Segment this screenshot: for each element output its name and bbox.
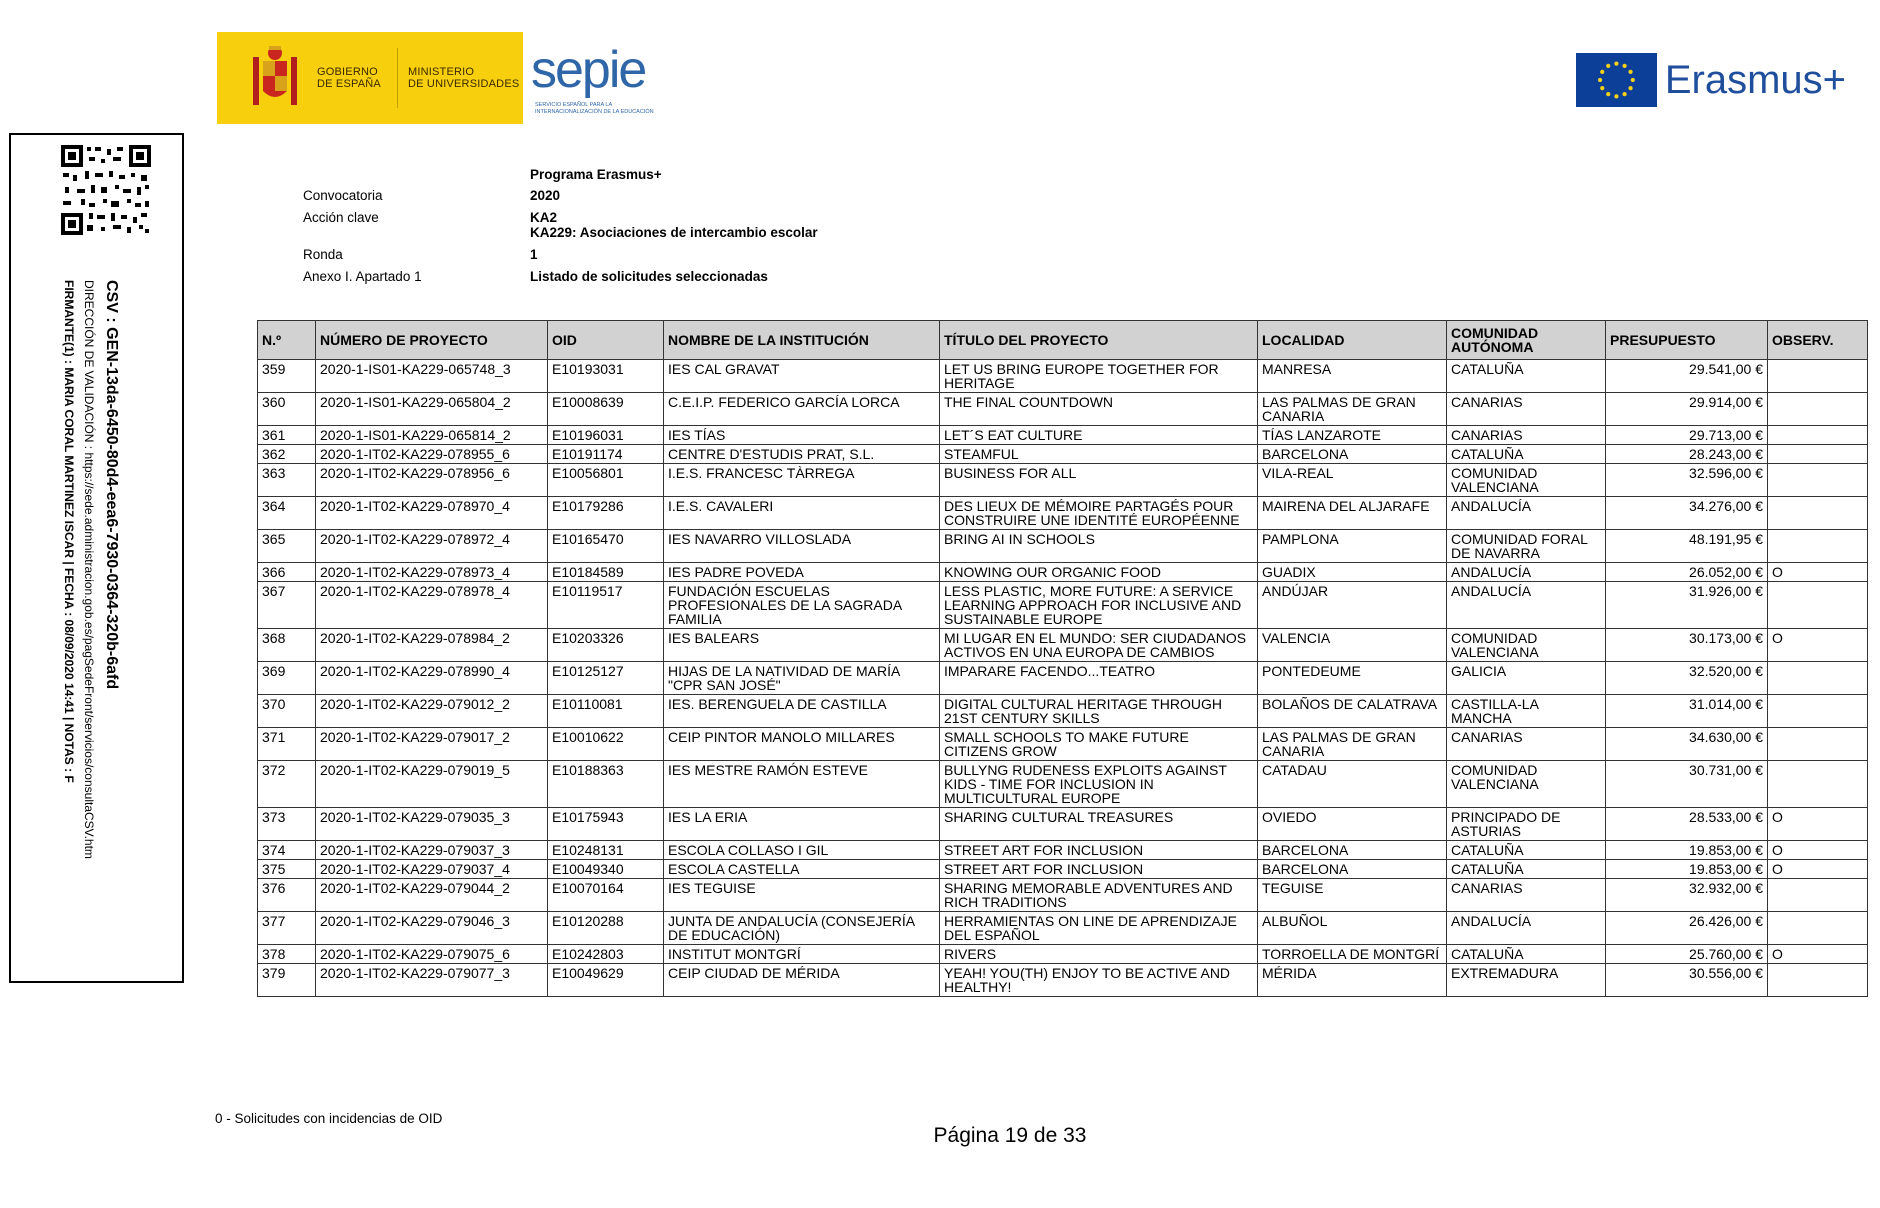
sepie-logo bbox=[523, 32, 677, 124]
cell-presupuesto: 19.853,00 € bbox=[1606, 860, 1768, 879]
convocatoria-value: 2020 bbox=[530, 188, 561, 203]
cell-proyecto: 2020-1-IT02-KA229-078972_4 bbox=[316, 530, 548, 563]
eu-flag-icon bbox=[1576, 53, 1657, 107]
cell-numero: 360 bbox=[258, 393, 316, 426]
programa-value: Programa Erasmus+ bbox=[530, 167, 662, 182]
cell-localidad: LAS PALMAS DE GRAN CANARIA bbox=[1258, 728, 1447, 761]
cell-numero: 368 bbox=[258, 629, 316, 662]
cell-oid: E10248131 bbox=[548, 841, 664, 860]
table-row bbox=[258, 464, 1868, 497]
cell-observ bbox=[1768, 426, 1868, 445]
cell-comunidad: ANDALUCÍA bbox=[1447, 563, 1606, 582]
cell-institucion: IES CAL GRAVAT bbox=[664, 360, 940, 393]
cell-presupuesto: 19.853,00 € bbox=[1606, 841, 1768, 860]
col-header-titulo: TÍTULO DEL PROYECTO bbox=[940, 321, 1258, 360]
cell-numero: 365 bbox=[258, 530, 316, 563]
table-row bbox=[258, 860, 1868, 879]
cell-proyecto: 2020-1-IT02-KA229-078984_2 bbox=[316, 629, 548, 662]
cell-observ bbox=[1768, 728, 1868, 761]
cell-presupuesto: 34.630,00 € bbox=[1606, 728, 1768, 761]
col-header-localidad: LOCALIDAD bbox=[1258, 321, 1447, 360]
cell-observ bbox=[1768, 964, 1868, 997]
cell-oid: E10242803 bbox=[548, 945, 664, 964]
cell-comunidad: CANARIAS bbox=[1447, 728, 1606, 761]
cell-comunidad: CATALUÑA bbox=[1447, 445, 1606, 464]
signer-info: FIRMANTE(1) : MARIA CORAL MARTINEZ ISCAR | FECHA : 08/09/2020 14:41 | NOTAS : F bbox=[62, 280, 76, 783]
cell-comunidad: CASTILLA-LA MANCHA bbox=[1447, 695, 1606, 728]
cell-proyecto: 2020-1-IT02-KA229-079017_2 bbox=[316, 728, 548, 761]
table-row bbox=[258, 530, 1868, 563]
gobierno-label: GOBIERNO DE ESPAÑA bbox=[317, 66, 381, 90]
cell-titulo: KNOWING OUR ORGANIC FOOD bbox=[940, 563, 1258, 582]
cell-proyecto: 2020-1-IT02-KA229-079012_2 bbox=[316, 695, 548, 728]
cell-presupuesto: 29.713,00 € bbox=[1606, 426, 1768, 445]
cell-comunidad: CANARIAS bbox=[1447, 426, 1606, 445]
table-row bbox=[258, 728, 1868, 761]
cell-institucion: JUNTA DE ANDALUCÍA (CONSEJERÍA DE EDUCACIÓN) bbox=[664, 912, 940, 945]
cell-institucion: IES MESTRE RAMÓN ESTEVE bbox=[664, 761, 940, 808]
cell-institucion: IES PADRE POVEDA bbox=[664, 563, 940, 582]
table-row bbox=[258, 695, 1868, 728]
table-row bbox=[258, 426, 1868, 445]
cell-observ bbox=[1768, 695, 1868, 728]
cell-proyecto: 2020-1-IT02-KA229-079075_6 bbox=[316, 945, 548, 964]
cell-observ bbox=[1768, 497, 1868, 530]
cell-comunidad: CATALUÑA bbox=[1447, 860, 1606, 879]
col-header-institucion: NOMBRE DE LA INSTITUCIÓN bbox=[664, 321, 940, 360]
cell-comunidad: PRINCIPADO DE ASTURIAS bbox=[1447, 808, 1606, 841]
cell-comunidad: GALICIA bbox=[1447, 662, 1606, 695]
ronda-value: 1 bbox=[530, 247, 538, 262]
cell-institucion: IES BALEARS bbox=[664, 629, 940, 662]
cell-comunidad: COMUNIDAD VALENCIANA bbox=[1447, 629, 1606, 662]
cell-numero: 361 bbox=[258, 426, 316, 445]
cell-institucion: C.E.I.P. FEDERICO GARCÍA LORCA bbox=[664, 393, 940, 426]
accion-value-1: KA2 bbox=[530, 210, 558, 225]
cell-observ: O bbox=[1768, 945, 1868, 964]
cell-comunidad: COMUNIDAD VALENCIANA bbox=[1447, 464, 1606, 497]
col-header-comunidad: COMUNIDAD AUTÓNOMA bbox=[1447, 321, 1606, 360]
cell-titulo: LESS PLASTIC, MORE FUTURE: A SERVICE LEARNING APPROACH FOR INCLUSIVE AND SUSTAINABLE EUROPE bbox=[940, 582, 1258, 629]
cell-comunidad: CATALUÑA bbox=[1447, 360, 1606, 393]
projects-table bbox=[257, 320, 1868, 997]
cell-presupuesto: 25.760,00 € bbox=[1606, 945, 1768, 964]
cell-institucion: HIJAS DE LA NATIVIDAD DE MARÍA "CPR SAN JOSÉ" bbox=[664, 662, 940, 695]
cell-observ: O bbox=[1768, 841, 1868, 860]
table-row bbox=[258, 808, 1868, 841]
cell-proyecto: 2020-1-IT02-KA229-078956_6 bbox=[316, 464, 548, 497]
cell-comunidad: EXTREMADURA bbox=[1447, 964, 1606, 997]
cell-institucion: IES LA ERIA bbox=[664, 808, 940, 841]
cell-presupuesto: 32.596,00 € bbox=[1606, 464, 1768, 497]
table-row bbox=[258, 360, 1868, 393]
cell-institucion: IES. BERENGUELA DE CASTILLA bbox=[664, 695, 940, 728]
validation-box bbox=[9, 133, 184, 983]
cell-oid: E10184589 bbox=[548, 563, 664, 582]
cell-proyecto: 2020-1-IT02-KA229-078990_4 bbox=[316, 662, 548, 695]
table-row bbox=[258, 945, 1868, 964]
cell-presupuesto: 30.731,00 € bbox=[1606, 761, 1768, 808]
cell-localidad: CATADAU bbox=[1258, 761, 1447, 808]
cell-institucion: CEIP CIUDAD DE MÉRIDA bbox=[664, 964, 940, 997]
cell-proyecto: 2020-1-IT02-KA229-078970_4 bbox=[316, 497, 548, 530]
cell-oid: E10119517 bbox=[548, 582, 664, 629]
validation-text bbox=[59, 280, 123, 980]
cell-localidad: VALENCIA bbox=[1258, 629, 1447, 662]
cell-oid: E10196031 bbox=[548, 426, 664, 445]
cell-localidad: BOLAÑOS DE CALATRAVA bbox=[1258, 695, 1447, 728]
cell-institucion: FUNDACIÓN ESCUELAS PROFESIONALES DE LA SAGRADA FAMILIA bbox=[664, 582, 940, 629]
cell-titulo: RIVERS bbox=[940, 945, 1258, 964]
validation-url[interactable]: DIRECCIÓN DE VALIDACIÓN : https://sede.administracion.gob.es/pagSedeFront/servicios/consultaCSV.htm bbox=[82, 280, 96, 859]
table-row bbox=[258, 497, 1868, 530]
table-row bbox=[258, 841, 1868, 860]
cell-comunidad: ANDALUCÍA bbox=[1447, 582, 1606, 629]
table-header-row bbox=[258, 321, 1868, 360]
cell-titulo: STEAMFUL bbox=[940, 445, 1258, 464]
cell-oid: E10120288 bbox=[548, 912, 664, 945]
table-row bbox=[258, 912, 1868, 945]
cell-observ bbox=[1768, 464, 1868, 497]
anexo-label: Anexo I. Apartado 1 bbox=[303, 269, 422, 284]
cell-presupuesto: 31.926,00 € bbox=[1606, 582, 1768, 629]
cell-numero: 378 bbox=[258, 945, 316, 964]
cell-numero: 363 bbox=[258, 464, 316, 497]
table-row bbox=[258, 445, 1868, 464]
cell-proyecto: 2020-1-IT02-KA229-078955_6 bbox=[316, 445, 548, 464]
cell-proyecto: 2020-1-IS01-KA229-065748_3 bbox=[316, 360, 548, 393]
cell-presupuesto: 26.052,00 € bbox=[1606, 563, 1768, 582]
cell-observ: O bbox=[1768, 860, 1868, 879]
qr-code-icon bbox=[61, 145, 151, 235]
cell-oid: E10125127 bbox=[548, 662, 664, 695]
cell-numero: 359 bbox=[258, 360, 316, 393]
cell-numero: 376 bbox=[258, 879, 316, 912]
col-header-presupuesto: PRESUPUESTO bbox=[1606, 321, 1768, 360]
erasmus-logo bbox=[1576, 52, 1846, 108]
cell-proyecto: 2020-1-IT02-KA229-079037_4 bbox=[316, 860, 548, 879]
cell-oid: E10203326 bbox=[548, 629, 664, 662]
cell-localidad: BARCELONA bbox=[1258, 841, 1447, 860]
cell-observ bbox=[1768, 662, 1868, 695]
cell-observ: O bbox=[1768, 629, 1868, 662]
cell-institucion: INSTITUT MONTGRÍ bbox=[664, 945, 940, 964]
cell-localidad: MANRESA bbox=[1258, 360, 1447, 393]
cell-numero: 375 bbox=[258, 860, 316, 879]
cell-oid: E10193031 bbox=[548, 360, 664, 393]
cell-localidad: ALBUÑOL bbox=[1258, 912, 1447, 945]
cell-comunidad: CANARIAS bbox=[1447, 393, 1606, 426]
cell-proyecto: 2020-1-IT02-KA229-078973_4 bbox=[316, 563, 548, 582]
cell-observ bbox=[1768, 912, 1868, 945]
col-header-proyecto: NÚMERO DE PROYECTO bbox=[316, 321, 548, 360]
cell-numero: 366 bbox=[258, 563, 316, 582]
cell-institucion: IES TÍAS bbox=[664, 426, 940, 445]
cell-titulo: SHARING MEMORABLE ADVENTURES AND RICH TRADITIONS bbox=[940, 879, 1258, 912]
cell-proyecto: 2020-1-IT02-KA229-079044_2 bbox=[316, 879, 548, 912]
cell-presupuesto: 30.173,00 € bbox=[1606, 629, 1768, 662]
cell-numero: 371 bbox=[258, 728, 316, 761]
cell-oid: E10188363 bbox=[548, 761, 664, 808]
cell-proyecto: 2020-1-IT02-KA229-078978_4 bbox=[316, 582, 548, 629]
cell-presupuesto: 48.191,95 € bbox=[1606, 530, 1768, 563]
cell-institucion: ESCOLA CASTELLA bbox=[664, 860, 940, 879]
cell-observ bbox=[1768, 879, 1868, 912]
cell-presupuesto: 29.914,00 € bbox=[1606, 393, 1768, 426]
cell-observ bbox=[1768, 360, 1868, 393]
cell-localidad: TORROELLA DE MONTGRÍ bbox=[1258, 945, 1447, 964]
cell-oid: E10175943 bbox=[548, 808, 664, 841]
table-row bbox=[258, 879, 1868, 912]
accion-value-2: KA229: Asociaciones de intercambio escolar bbox=[530, 225, 818, 240]
cell-titulo: DES LIEUX DE MÉMOIRE PARTAGÉS POUR CONSTRUIRE UNE IDENTITÉ EUROPÉENNE bbox=[940, 497, 1258, 530]
cell-observ: O bbox=[1768, 808, 1868, 841]
cell-oid: E10070164 bbox=[548, 879, 664, 912]
cell-localidad: VILA-REAL bbox=[1258, 464, 1447, 497]
convocatoria-label: Convocatoria bbox=[303, 188, 383, 203]
cell-numero: 373 bbox=[258, 808, 316, 841]
cell-observ: O bbox=[1768, 563, 1868, 582]
cell-numero: 369 bbox=[258, 662, 316, 695]
cell-institucion: I.E.S. FRANCESC TÀRREGA bbox=[664, 464, 940, 497]
logo-divider bbox=[397, 48, 398, 108]
cell-proyecto: 2020-1-IT02-KA229-079046_3 bbox=[316, 912, 548, 945]
cell-comunidad: CANARIAS bbox=[1447, 879, 1606, 912]
cell-titulo: THE FINAL COUNTDOWN bbox=[940, 393, 1258, 426]
table-row bbox=[258, 761, 1868, 808]
cell-titulo: BUSINESS FOR ALL bbox=[940, 464, 1258, 497]
cell-localidad: BARCELONA bbox=[1258, 445, 1447, 464]
cell-localidad: LAS PALMAS DE GRAN CANARIA bbox=[1258, 393, 1447, 426]
cell-presupuesto: 31.014,00 € bbox=[1606, 695, 1768, 728]
cell-numero: 377 bbox=[258, 912, 316, 945]
cell-observ bbox=[1768, 530, 1868, 563]
anexo-value: Listado de solicitudes seleccionadas bbox=[530, 269, 768, 284]
cell-observ bbox=[1768, 393, 1868, 426]
cell-presupuesto: 28.243,00 € bbox=[1606, 445, 1768, 464]
cell-titulo: BULLYNG RUDENESS EXPLOITS AGAINST KIDS - TIME FOR INCLUSION IN MULTICULTURAL EUROPE bbox=[940, 761, 1258, 808]
cell-comunidad: COMUNIDAD FORAL DE NAVARRA bbox=[1447, 530, 1606, 563]
cell-oid: E10049340 bbox=[548, 860, 664, 879]
cell-comunidad: COMUNIDAD VALENCIANA bbox=[1447, 761, 1606, 808]
cell-localidad: GUADIX bbox=[1258, 563, 1447, 582]
cell-proyecto: 2020-1-IS01-KA229-065804_2 bbox=[316, 393, 548, 426]
cell-numero: 370 bbox=[258, 695, 316, 728]
cell-localidad: BARCELONA bbox=[1258, 860, 1447, 879]
table-row bbox=[258, 563, 1868, 582]
cell-oid: E10056801 bbox=[548, 464, 664, 497]
col-header-numero: N.º bbox=[258, 321, 316, 360]
sepie-subtitle: SERVICIO ESPAÑOL PARA LA INTERNACIONALIZACIÓN DE LA EDUCACIÓN bbox=[535, 102, 654, 115]
cell-localidad: TÍAS LANZAROTE bbox=[1258, 426, 1447, 445]
cell-numero: 374 bbox=[258, 841, 316, 860]
cell-institucion: IES NAVARRO VILLOSLADA bbox=[664, 530, 940, 563]
cell-titulo: IMPARARE FACENDO...TEATRO bbox=[940, 662, 1258, 695]
cell-numero: 362 bbox=[258, 445, 316, 464]
cell-titulo: YEAH! YOU(TH) ENJOY TO BE ACTIVE AND HEALTHY! bbox=[940, 964, 1258, 997]
table-row bbox=[258, 629, 1868, 662]
cell-presupuesto: 30.556,00 € bbox=[1606, 964, 1768, 997]
cell-comunidad: CATALUÑA bbox=[1447, 945, 1606, 964]
cell-titulo: BRING AI IN SCHOOLS bbox=[940, 530, 1258, 563]
cell-presupuesto: 28.533,00 € bbox=[1606, 808, 1768, 841]
cell-proyecto: 2020-1-IT02-KA229-079077_3 bbox=[316, 964, 548, 997]
cell-localidad: ANDÚJAR bbox=[1258, 582, 1447, 629]
cell-oid: E10179286 bbox=[548, 497, 664, 530]
cell-presupuesto: 34.276,00 € bbox=[1606, 497, 1768, 530]
ronda-label: Ronda bbox=[303, 247, 343, 262]
cell-oid: E10165470 bbox=[548, 530, 664, 563]
sepie-wordmark: sepie bbox=[531, 41, 646, 99]
cell-numero: 379 bbox=[258, 964, 316, 997]
csv-code: CSV : GEN-13da-6450-80d4-eea6-7930-0364-320b-6afd bbox=[103, 280, 120, 690]
cell-institucion: I.E.S. CAVALERI bbox=[664, 497, 940, 530]
cell-localidad: MÉRIDA bbox=[1258, 964, 1447, 997]
cell-oid: E10191174 bbox=[548, 445, 664, 464]
cell-presupuesto: 29.541,00 € bbox=[1606, 360, 1768, 393]
cell-localidad: TEGUISE bbox=[1258, 879, 1447, 912]
cell-titulo: LET´S EAT CULTURE bbox=[940, 426, 1258, 445]
cell-comunidad: CATALUÑA bbox=[1447, 841, 1606, 860]
gobierno-logo bbox=[217, 32, 523, 124]
cell-proyecto: 2020-1-IT02-KA229-079037_3 bbox=[316, 841, 548, 860]
ministerio-label: MINISTERIO DE UNIVERSIDADES bbox=[408, 66, 520, 90]
cell-observ bbox=[1768, 761, 1868, 808]
cell-localidad: PAMPLONA bbox=[1258, 530, 1447, 563]
cell-localidad: PONTEDEUME bbox=[1258, 662, 1447, 695]
cell-numero: 364 bbox=[258, 497, 316, 530]
cell-numero: 372 bbox=[258, 761, 316, 808]
cell-titulo: LET US BRING EUROPE TOGETHER FOR HERITAGE bbox=[940, 360, 1258, 393]
cell-observ bbox=[1768, 445, 1868, 464]
table-row bbox=[258, 582, 1868, 629]
cell-titulo: STREET ART FOR INCLUSION bbox=[940, 841, 1258, 860]
cell-titulo: SMALL SCHOOLS TO MAKE FUTURE CITIZENS GROW bbox=[940, 728, 1258, 761]
cell-localidad: OVIEDO bbox=[1258, 808, 1447, 841]
cell-titulo: SHARING CULTURAL TREASURES bbox=[940, 808, 1258, 841]
cell-observ bbox=[1768, 582, 1868, 629]
cell-localidad: MAIRENA DEL ALJARAFE bbox=[1258, 497, 1447, 530]
cell-proyecto: 2020-1-IT02-KA229-079019_5 bbox=[316, 761, 548, 808]
cell-oid: E10110081 bbox=[548, 695, 664, 728]
col-header-oid: OID bbox=[548, 321, 664, 360]
cell-oid: E10008639 bbox=[548, 393, 664, 426]
table-row bbox=[258, 393, 1868, 426]
cell-institucion: CEIP PINTOR MANOLO MILLARES bbox=[664, 728, 940, 761]
cell-institucion: CENTRE D'ESTUDIS PRAT, S.L. bbox=[664, 445, 940, 464]
table-body bbox=[258, 360, 1868, 997]
cell-comunidad: ANDALUCÍA bbox=[1447, 912, 1606, 945]
coat-of-arms-icon bbox=[245, 43, 305, 113]
cell-proyecto: 2020-1-IT02-KA229-079035_3 bbox=[316, 808, 548, 841]
cell-proyecto: 2020-1-IS01-KA229-065814_2 bbox=[316, 426, 548, 445]
table-row bbox=[258, 964, 1868, 997]
cell-oid: E10049629 bbox=[548, 964, 664, 997]
cell-comunidad: ANDALUCÍA bbox=[1447, 497, 1606, 530]
cell-titulo: STREET ART FOR INCLUSION bbox=[940, 860, 1258, 879]
cell-titulo: DIGITAL CULTURAL HERITAGE THROUGH 21ST CENTURY SKILLS bbox=[940, 695, 1258, 728]
page-number: Página 19 de 33 bbox=[933, 1124, 1087, 1147]
cell-presupuesto: 32.932,00 € bbox=[1606, 879, 1768, 912]
cell-institucion: ESCOLA COLLASO I GIL bbox=[664, 841, 940, 860]
accion-label: Acción clave bbox=[303, 210, 379, 225]
cell-titulo: MI LUGAR EN EL MUNDO: SER CIUDADANOS ACTIVOS EN UNA EUROPA DE CAMBIOS bbox=[940, 629, 1258, 662]
cell-presupuesto: 26.426,00 € bbox=[1606, 912, 1768, 945]
cell-titulo: HERRAMIENTAS ON LINE DE APRENDIZAJE DEL ESPAÑOL bbox=[940, 912, 1258, 945]
table-row bbox=[258, 662, 1868, 695]
cell-oid: E10010622 bbox=[548, 728, 664, 761]
oid-footnote: 0 - Solicitudes con incidencias de OID bbox=[215, 1111, 443, 1126]
cell-institucion: IES TEGUISE bbox=[664, 879, 940, 912]
col-header-observ: OBSERV. bbox=[1768, 321, 1868, 360]
cell-presupuesto: 32.520,00 € bbox=[1606, 662, 1768, 695]
cell-numero: 367 bbox=[258, 582, 316, 629]
erasmus-wordmark: Erasmus+ bbox=[1664, 57, 1846, 102]
